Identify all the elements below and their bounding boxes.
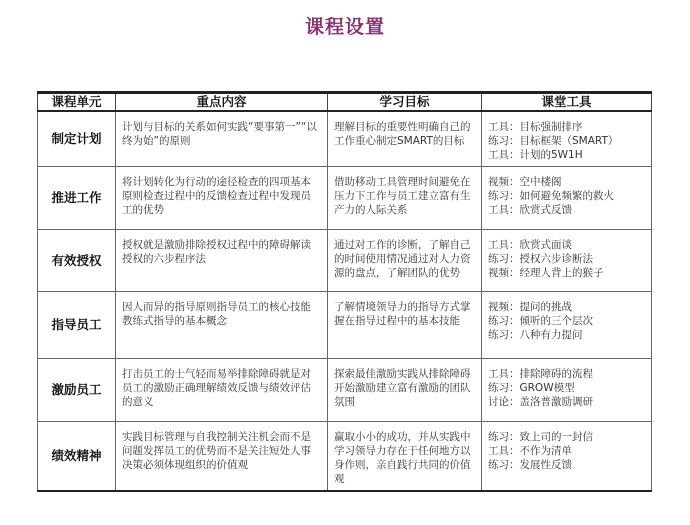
- header-content: 重点内容: [116, 93, 328, 112]
- goal-cell: 了解情境领导力的指导方式掌握在指导过程中的基本技能: [328, 292, 482, 359]
- table-row: [38, 111, 652, 167]
- tools-cell: [482, 111, 652, 167]
- content-cell: 将计划转化为行动的途径检查的四项基本原则检查过程中的反馈检查过程中发现员工的优势: [116, 167, 328, 230]
- tools-cell: [482, 167, 652, 230]
- header-goal: 学习目标: [328, 93, 482, 112]
- tool-item: 工具：目标强制排序: [488, 121, 583, 133]
- unit-cell: 制定计划: [38, 111, 116, 167]
- tool-item: 练习：倾听的三个层次: [488, 315, 593, 327]
- unit-cell: 激励员工: [38, 359, 116, 422]
- tools-cell: [482, 230, 652, 292]
- unit-cell: 有效授权: [38, 230, 116, 292]
- content-cell: 计划与目标的关系如何实践“要事第一”“以终为始”的原则: [116, 111, 328, 167]
- tools-cell: [482, 292, 652, 359]
- tool-item: 练习：八种有力提问: [488, 329, 583, 341]
- tool-item: 工具：不作为清单: [488, 445, 572, 457]
- goal-cell: 理解目标的重要性明确自己的工作重心制定SMART的目标: [328, 111, 482, 167]
- tool-item: 讨论：盖洛普激励调研: [488, 396, 593, 408]
- tools-cell: [482, 422, 652, 492]
- tool-item: 工具：计划的5W1H: [488, 149, 583, 161]
- tool-item: 练习：致上司的一封信: [488, 431, 593, 443]
- header-unit: 课程单元: [38, 93, 116, 112]
- tool-item: 视频：空中楼阁: [488, 176, 562, 188]
- tool-item: 练习：如何避免频繁的救火: [488, 190, 614, 202]
- tool-item: 工具：欣赏式面谈: [488, 239, 572, 251]
- tool-item: 练习：GROW模型: [488, 382, 575, 394]
- tool-item: 练习：发展性反馈: [488, 459, 572, 471]
- tool-item: 练习：授权六步诊断法: [488, 253, 593, 265]
- tool-item: 工具：排除障碍的流程: [488, 368, 593, 380]
- unit-cell: 指导员工: [38, 292, 116, 359]
- content-cell: 实践目标管理与自我控制关注机会而不是问题发挥员工的优势而不是关注短处人事决策必须体现组织的价值观: [116, 422, 328, 492]
- table-row: [38, 292, 652, 359]
- content-cell: 因人而异的指导原则指导员工的核心技能教练式指导的基本概念: [116, 292, 328, 359]
- tool-item: 练习：目标框架（SMART）: [488, 135, 619, 147]
- table-row: [38, 230, 652, 292]
- table-row: [38, 422, 652, 492]
- content-cell: 打击员工的士气轻而易举排除障碍就是对员工的激励正确理解绩效反馈与绩效评估的意义: [116, 359, 328, 422]
- tools-cell: [482, 359, 652, 422]
- goal-cell: 借助移动工具管理时间避免在压力下工作与员工建立富有生产力的人际关系: [328, 167, 482, 230]
- goal-cell: 赢取小小的成功，并从实践中学习领导力存在于任何地方以身作则，亲自践行共同的价值观: [328, 422, 482, 492]
- tool-item: 视频：经理人背上的猴子: [488, 267, 604, 279]
- unit-cell: 绩效精神: [38, 422, 116, 492]
- goal-cell: 通过对工作的诊断，了解自己的时间使用情况通过对人力资源的盘点，了解团队的优势: [328, 230, 482, 292]
- tool-item: 工具：欣赏式反馈: [488, 204, 572, 216]
- header-tools: 课堂工具: [482, 93, 652, 112]
- unit-cell: 推进工作: [38, 167, 116, 230]
- goal-cell: 探索最佳激励实践从排除障碍开始激励建立富有激励的团队氛围: [328, 359, 482, 422]
- content-cell: 授权就是激励排除授权过程中的障碍解读授权的六步程序法: [116, 230, 328, 292]
- tool-item: 视频：提问的挑战: [488, 301, 572, 313]
- table-row: [38, 359, 652, 422]
- page-title: 课程设置: [304, 16, 385, 38]
- table-row: [38, 167, 652, 230]
- table-header-row: [38, 93, 652, 112]
- course-table: [37, 91, 652, 492]
